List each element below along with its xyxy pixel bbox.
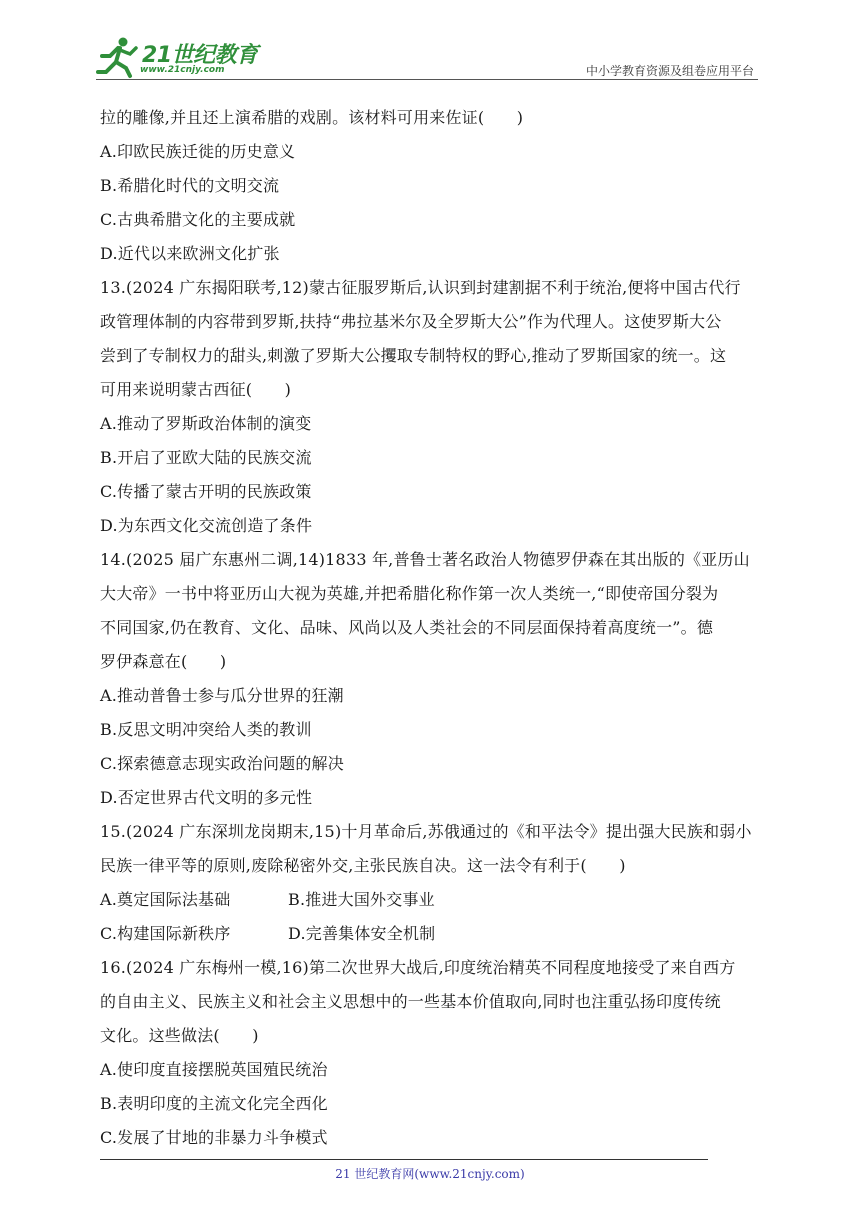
question-stem-line: 尝到了专制权力的甜头,刺激了罗斯大公攫取专制特权的野心,推动了罗斯国家的统一。这 [100, 346, 727, 365]
option-line: A.印欧民族迁徙的历史意义 [100, 142, 296, 161]
option-line: C.发展了甘地的非暴力斗争模式 [100, 1128, 328, 1147]
question-15 [100, 815, 766, 951]
text-line: 拉的雕像,并且还上演希腊的戏剧。该材料可用来佐证( ) [100, 108, 524, 127]
logo-text: 21世纪教育 [142, 43, 258, 68]
option-line: B.希腊化时代的文明交流 [100, 176, 280, 195]
option-line: C.古典希腊文化的主要成就 [100, 210, 296, 229]
option-line: C.构建国际新秩序 [100, 924, 231, 943]
option-row [100, 917, 766, 951]
question-stem-line: 大大帝》一书中将亚历山大视为英雄,并把希腊化称作第一次人类统一,“即使帝国分裂为 [100, 584, 719, 603]
option-line: B.反思文明冲突给人类的教训 [100, 720, 312, 739]
question-14 [100, 543, 766, 815]
option-line: D.近代以来欧洲文化扩张 [100, 244, 280, 263]
header-divider [96, 79, 758, 80]
footer-divider [100, 1159, 708, 1160]
question-16 [100, 951, 766, 1155]
question-stem-line: 14.(2025 届广东惠州二调,14)1833 年,普鲁士著名政治人物德罗伊森在其出版的《亚历山 [100, 550, 750, 569]
question-stem-line: 政管理体制的内容带到罗斯,扶持“弗拉基米尔及全罗斯大公”作为代理人。这使罗斯大公 [100, 312, 722, 331]
option-line: A.奠定国际法基础 [100, 890, 231, 909]
footer-link[interactable]: 21 世纪教育网(www.21cnjy.com) [335, 1167, 525, 1181]
runner-icon [96, 36, 142, 80]
page-header [96, 36, 756, 80]
question-stem-line: 罗伊森意在( ) [100, 652, 227, 671]
logo-url: www.21cnjy.com [140, 65, 225, 75]
option-line: B.表明印度的主流文化完全西化 [100, 1094, 328, 1113]
question-stem-line: 13.(2024 广东揭阳联考,12)蒙古征服罗斯后,认识到封建割据不利于统治,便将中国古代行 [100, 278, 741, 297]
question-13 [100, 271, 766, 543]
question-stem-line: 不同国家,仍在教育、文化、品味、风尚以及人类社会的不同层面保持着高度统一”。德 [100, 618, 714, 637]
platform-name: 中小学教育资源及组卷应用平台 [585, 64, 754, 78]
question-stem-line: 16.(2024 广东梅州一模,16)第二次世界大战后,印度统治精英不同程度地接受了来自西方 [100, 958, 736, 977]
option-line: B.推进大国外交事业 [288, 890, 435, 909]
site-logo[interactable] [96, 36, 266, 80]
option-line: C.传播了蒙古开明的民族政策 [100, 482, 312, 501]
option-line: D.为东西文化交流创造了条件 [100, 516, 313, 535]
question-stem-line: 可用来说明蒙古西征( ) [100, 380, 292, 399]
question-stem-line: 文化。这些做法( ) [100, 1026, 259, 1045]
option-line: D.否定世界古代文明的多元性 [100, 788, 313, 807]
option-line: A.推动普鲁士参与瓜分世界的狂潮 [100, 686, 344, 705]
question-stem-line: 民族一律平等的原则,废除秘密外交,主张民族自决。这一法令有利于( ) [100, 856, 626, 875]
option-line: B.开启了亚欧大陆的民族交流 [100, 448, 312, 467]
question-stem-line: 15.(2024 广东深圳龙岗期末,15)十月革命后,苏俄通过的《和平法令》提出强大民族和弱小 [100, 822, 752, 841]
option-line: A.使印度直接摆脱英国殖民统治 [100, 1060, 328, 1079]
option-line: A.推动了罗斯政治体制的演变 [100, 414, 312, 433]
document-body [100, 101, 766, 1155]
question-stem-line: 的自由主义、民族主义和社会主义思想中的一些基本价值取向,同时也注重弘扬印度传统 [100, 992, 721, 1011]
option-row [100, 883, 766, 917]
option-line: D.完善集体安全机制 [288, 924, 436, 943]
option-line: C.探索德意志现实政治问题的解决 [100, 754, 344, 773]
